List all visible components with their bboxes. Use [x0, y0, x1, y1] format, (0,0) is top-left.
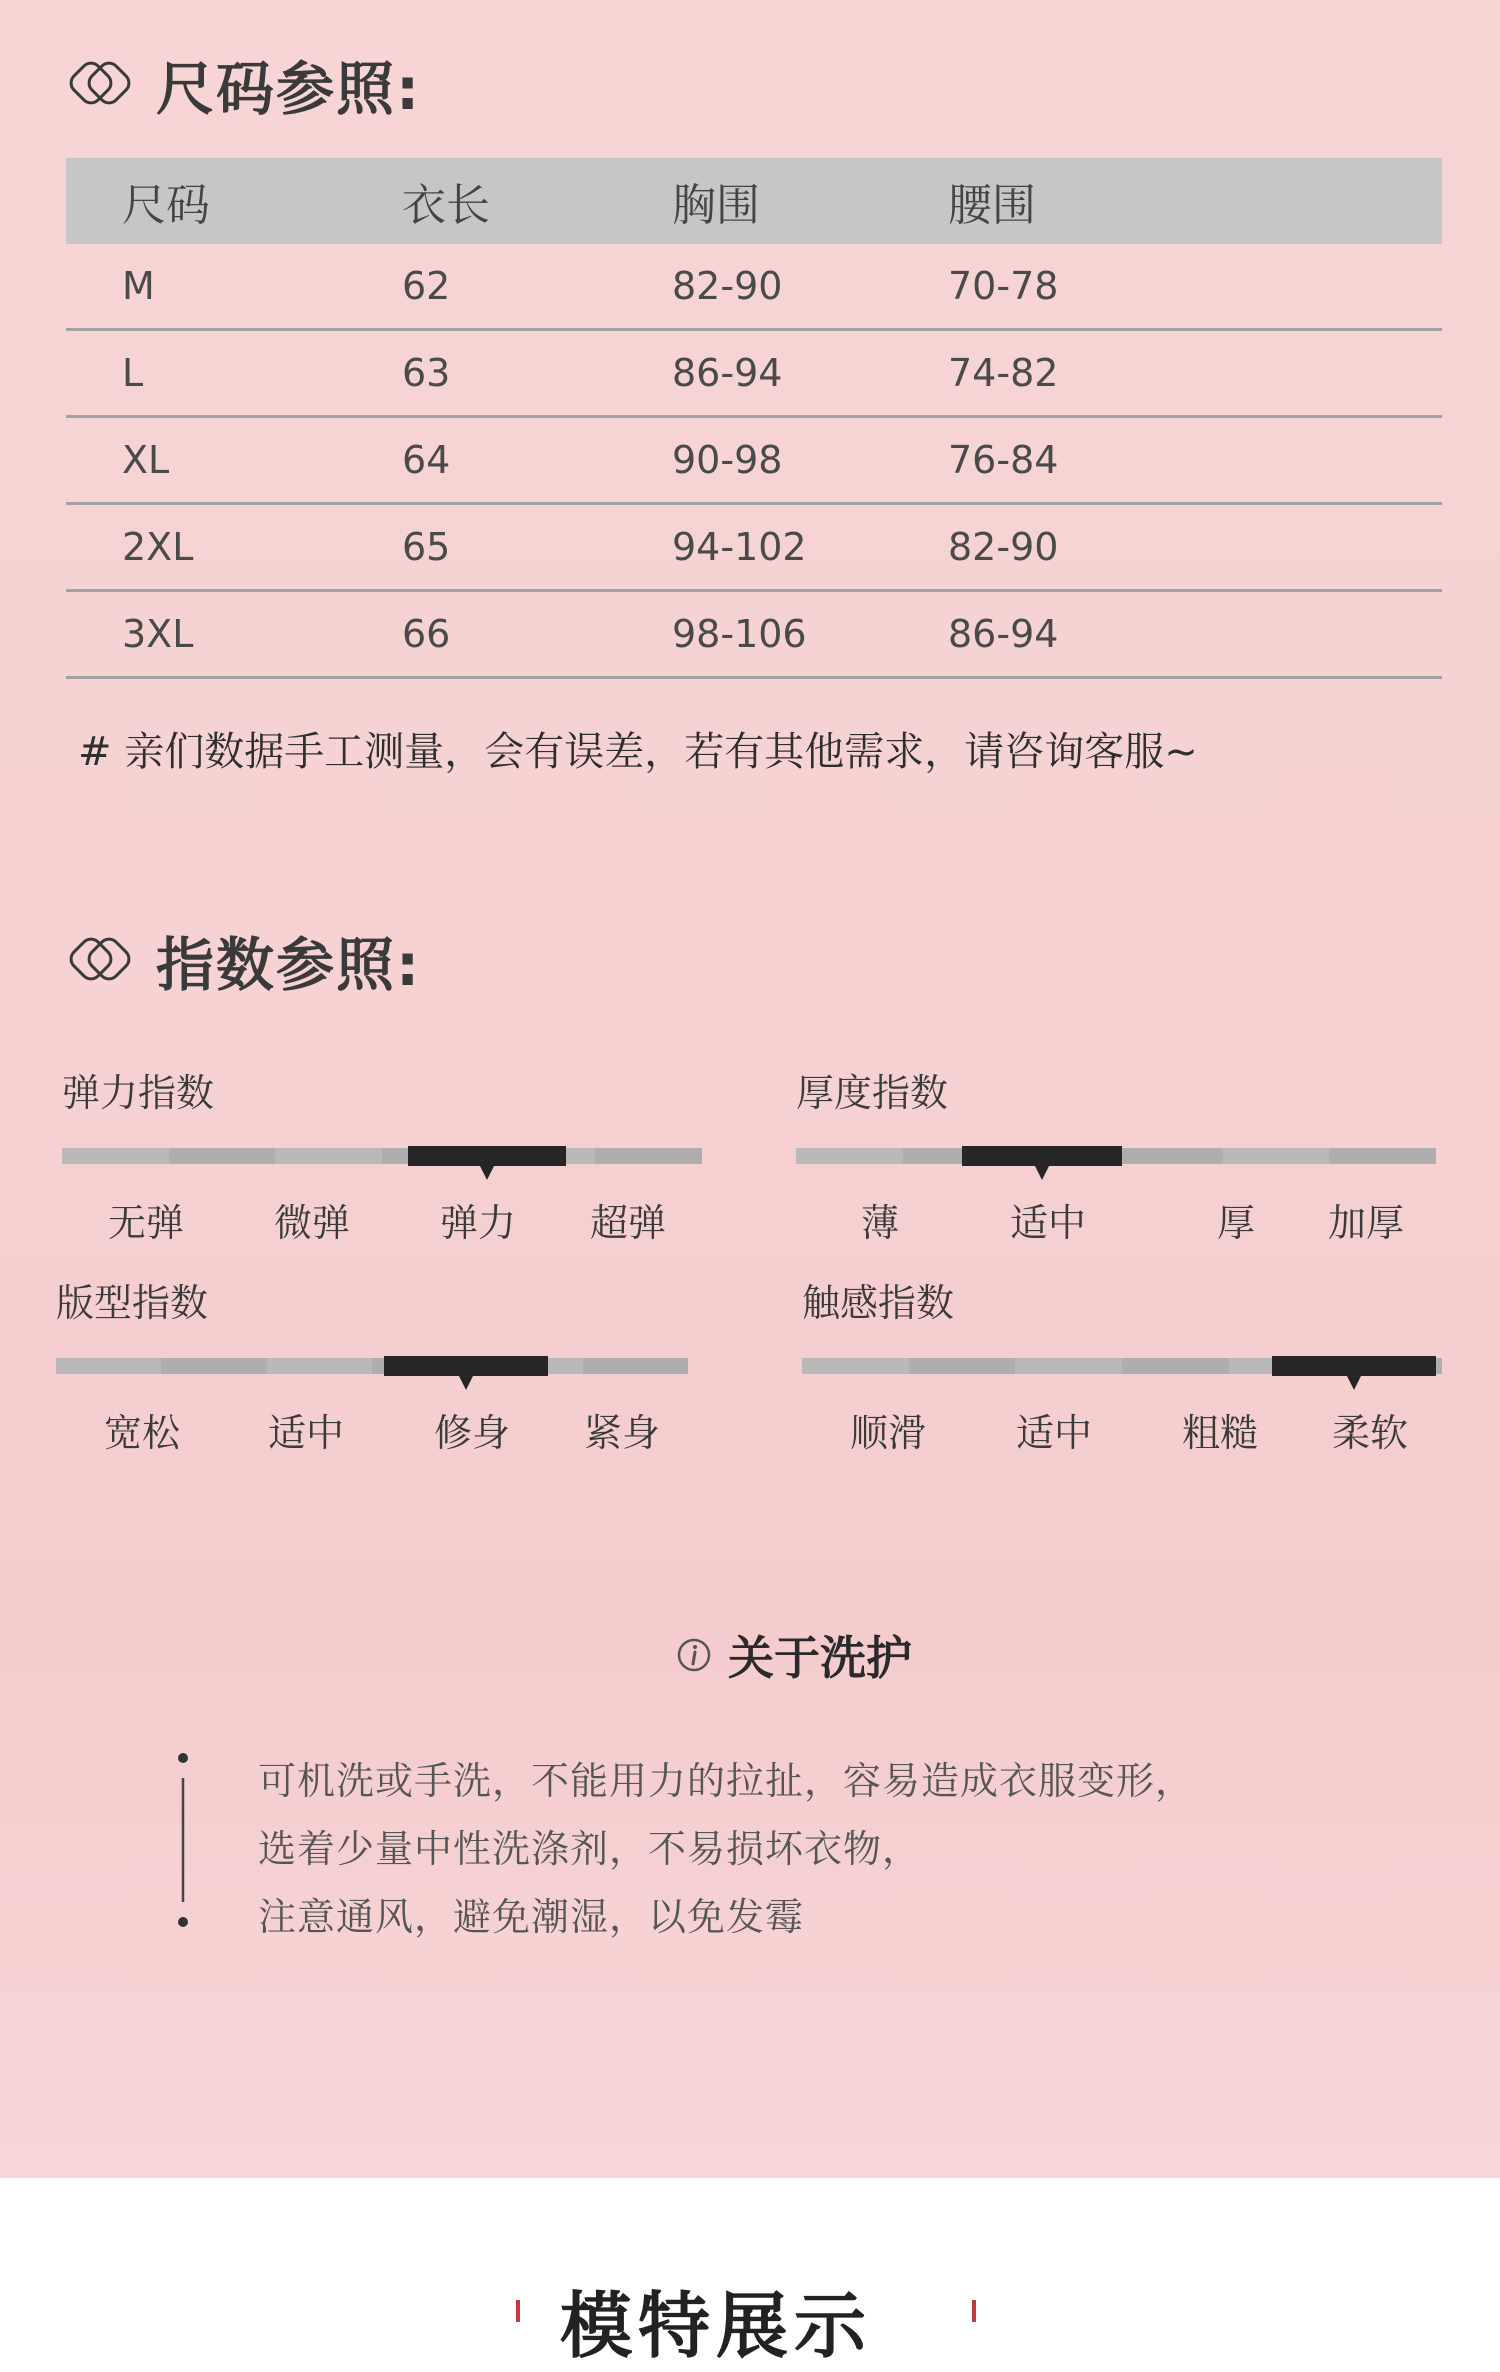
index-option: 适中: [1015, 1411, 1093, 1455]
table-row: [66, 331, 1442, 418]
index-bar-active: [962, 1146, 1122, 1166]
index-option: 无弹: [107, 1201, 185, 1245]
table-row: [66, 418, 1442, 505]
index-option-selected: 弹力: [439, 1201, 517, 1245]
header-length: 衣长: [402, 180, 490, 231]
index-option: 适中: [267, 1411, 345, 1455]
cell-length: 65: [402, 525, 451, 569]
cell-waist: 70-78: [948, 264, 1059, 308]
cell-size: L: [122, 351, 144, 395]
cell-chest: 94-102: [672, 525, 807, 569]
index-bar-active: [384, 1356, 548, 1376]
thickness-index: [796, 1062, 1436, 1245]
index-option: 微弹: [273, 1201, 351, 1245]
size-table-header: [66, 158, 1442, 244]
care-title: 关于洗护: [728, 1631, 912, 1685]
measurement-note: # 亲们数据手工测量，会有误差，若有其他需求，请咨询客服~: [78, 729, 1198, 775]
title-deco-left: [516, 2300, 520, 2322]
index-pointer: [480, 1166, 494, 1180]
header-chest: 胸围: [672, 180, 760, 231]
cell-chest: 90-98: [672, 438, 783, 482]
index-option: 加厚: [1327, 1201, 1405, 1245]
index-option: 粗糙: [1181, 1411, 1259, 1455]
index-section-title: 指数参照:: [156, 931, 422, 999]
cell-size: 3XL: [122, 612, 194, 656]
index-bar: [56, 1358, 688, 1374]
header-size: 尺码: [122, 180, 210, 231]
index-section-heading: [62, 918, 421, 1002]
index-pointer: [1035, 1166, 1049, 1180]
cell-length: 64: [402, 438, 451, 482]
index-pointer: [459, 1376, 473, 1390]
cell-chest: 86-94: [672, 351, 783, 395]
cell-chest: 98-106: [672, 612, 807, 656]
index-option: 薄: [860, 1201, 900, 1245]
care-text-line: 可机洗或手洗，不能用力的拉扯，容易造成衣服变形，: [258, 1759, 1195, 1803]
header-waist: 腰围: [948, 180, 1036, 231]
cell-length: 63: [402, 351, 451, 395]
size-section-heading: [62, 42, 421, 126]
table-row: [66, 244, 1442, 331]
cell-size: 2XL: [122, 525, 194, 569]
table-row: [66, 505, 1442, 592]
info-circle-icon: [676, 1637, 712, 1673]
index-option: 超弹: [589, 1201, 667, 1245]
elasticity-index: [62, 1062, 702, 1245]
table-row: [66, 592, 1442, 679]
cell-waist: 74-82: [948, 351, 1059, 395]
diamond-rings-icon: [62, 930, 142, 990]
cell-waist: 82-90: [948, 525, 1059, 569]
cell-chest: 82-90: [672, 264, 783, 308]
care-text-line: 选着少量中性洗涤剂，不易损坏衣物，: [258, 1827, 922, 1871]
touch-index: [802, 1272, 1442, 1455]
index-option: 宽松: [103, 1411, 181, 1455]
cell-size: XL: [122, 438, 170, 482]
care-heading: [676, 1622, 912, 1688]
index-option-selected: 柔软: [1331, 1411, 1409, 1455]
cell-waist: 76-84: [948, 438, 1059, 482]
index-label: 触感指数: [802, 1281, 955, 1325]
index-bar: [796, 1148, 1436, 1164]
index-option: 厚: [1216, 1201, 1256, 1245]
care-text-line: 注意通风，避免潮湿，以免发霉: [258, 1895, 805, 1939]
cell-waist: 86-94: [948, 612, 1059, 656]
diamond-rings-icon: [62, 54, 142, 114]
index-bar-active: [1272, 1356, 1436, 1376]
index-bar-active: [408, 1146, 566, 1166]
cell-length: 66: [402, 612, 451, 656]
cell-size: M: [122, 264, 155, 308]
index-option-selected: 修身: [433, 1411, 511, 1455]
cell-length: 62: [402, 264, 451, 308]
title-deco-right: [972, 2300, 976, 2322]
index-option: 顺滑: [849, 1411, 927, 1455]
index-option: 紧身: [583, 1411, 661, 1455]
index-option-selected: 适中: [1009, 1201, 1087, 1245]
index-bar: [62, 1148, 702, 1164]
index-pointer: [1347, 1376, 1361, 1390]
index-label: 厚度指数: [796, 1071, 949, 1115]
care-bullet-line: [176, 1752, 190, 1928]
size-table: [66, 158, 1442, 679]
size-section-title: 尺码参照:: [156, 55, 422, 123]
fit-index: [56, 1272, 696, 1455]
model-section-title: 模特展示: [560, 2284, 873, 2368]
index-bar: [802, 1358, 1442, 1374]
index-label: 版型指数: [56, 1281, 209, 1325]
index-label: 弹力指数: [62, 1071, 215, 1115]
